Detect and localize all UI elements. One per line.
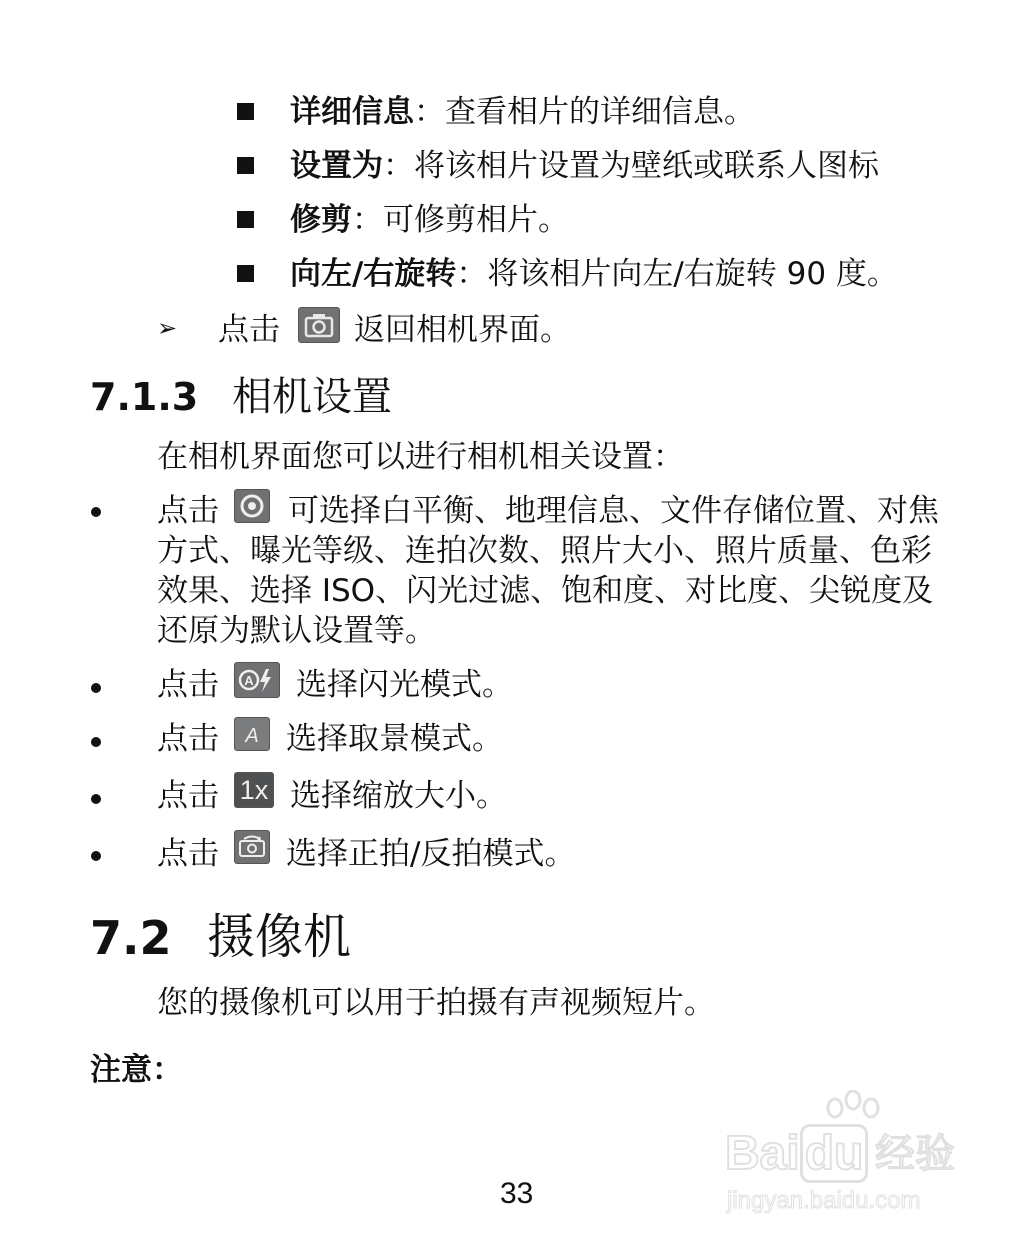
flash-auto-icon xyxy=(234,662,280,698)
bullet-dot xyxy=(91,794,101,804)
scene-auto-icon xyxy=(234,717,270,751)
zoom-icon-label: 1x xyxy=(239,775,269,805)
arrow-bullet: ➢ xyxy=(157,314,178,342)
square-bullet xyxy=(237,211,254,228)
bullet-prefix: 点击 xyxy=(157,836,219,872)
submenu-item-details: 详细信息：查看相片的详细信息。 xyxy=(290,94,755,130)
bullet-text: 选择缩放大小。 xyxy=(290,778,507,814)
note-label: 注意： xyxy=(90,1052,183,1088)
bullet-text-line: 方式、曝光等级、连拍次数、照片大小、照片质量、色彩 xyxy=(157,533,932,569)
camera-icon xyxy=(298,307,340,343)
square-bullet xyxy=(237,103,254,120)
section-intro: 在相机界面您可以进行相机相关设置： xyxy=(157,439,684,475)
bullet-dot xyxy=(91,851,101,861)
section-intro: 您的摄像机可以用于拍摄有声视频短片。 xyxy=(157,985,715,1021)
submenu-item-rotate: 向左/右旋转：将该相片向左/右旋转 90 度。 xyxy=(290,256,898,292)
section-title-camera-settings: 相机设置 xyxy=(232,374,392,420)
bullet-text: 选择正拍/反拍模式。 xyxy=(286,836,576,872)
page-number: 33 xyxy=(500,1177,534,1210)
bullet-text-line: 还原为默认设置等。 xyxy=(157,613,436,649)
submenu-item-crop: 修剪：可修剪相片。 xyxy=(290,202,569,238)
square-bullet xyxy=(237,265,254,282)
section-number-7-1-3: 7.1.3 xyxy=(90,375,199,419)
bullet-dot xyxy=(91,737,101,747)
watermark-url: jingyan.baidu.com xyxy=(727,1187,921,1214)
square-bullet xyxy=(237,157,254,174)
bullet-prefix: 点击 xyxy=(157,721,219,757)
return-suffix: 返回相机界面。 xyxy=(354,312,571,348)
watermark-cn: 经验 xyxy=(875,1131,955,1177)
watermark-logo: Bai du 经验 jingyan.baidu.com xyxy=(725,1090,975,1240)
settings-icon xyxy=(234,489,270,523)
bullet-text: 选择闪光模式。 xyxy=(296,667,513,703)
bullet-text-line: 效果、选择 ISO、闪光过滤、饱和度、对比度、尖锐度及 xyxy=(157,573,934,609)
bullet-prefix: 点击 xyxy=(157,778,219,814)
zoom-icon xyxy=(234,772,274,808)
section-number-7-2: 7.2 xyxy=(90,911,172,965)
bullet-prefix: 点击 xyxy=(157,493,219,529)
section-title-video-camera: 摄像机 xyxy=(207,909,352,965)
bullet-prefix: 点击 xyxy=(157,667,219,703)
bullet-dot xyxy=(91,507,101,517)
return-prefix: 点击 xyxy=(218,312,280,348)
svg-text:A: A xyxy=(245,725,259,747)
bullet-text-line: 可选择白平衡、地理信息、文件存储位置、对焦 xyxy=(288,493,939,529)
svg-text:A: A xyxy=(244,673,254,688)
bullet-text: 选择取景模式。 xyxy=(286,721,503,757)
switch-camera-icon xyxy=(234,830,270,864)
bullet-dot xyxy=(91,683,101,693)
submenu-item-set-as: 设置为：将该相片设置为壁纸或联系人图标 xyxy=(290,148,879,184)
